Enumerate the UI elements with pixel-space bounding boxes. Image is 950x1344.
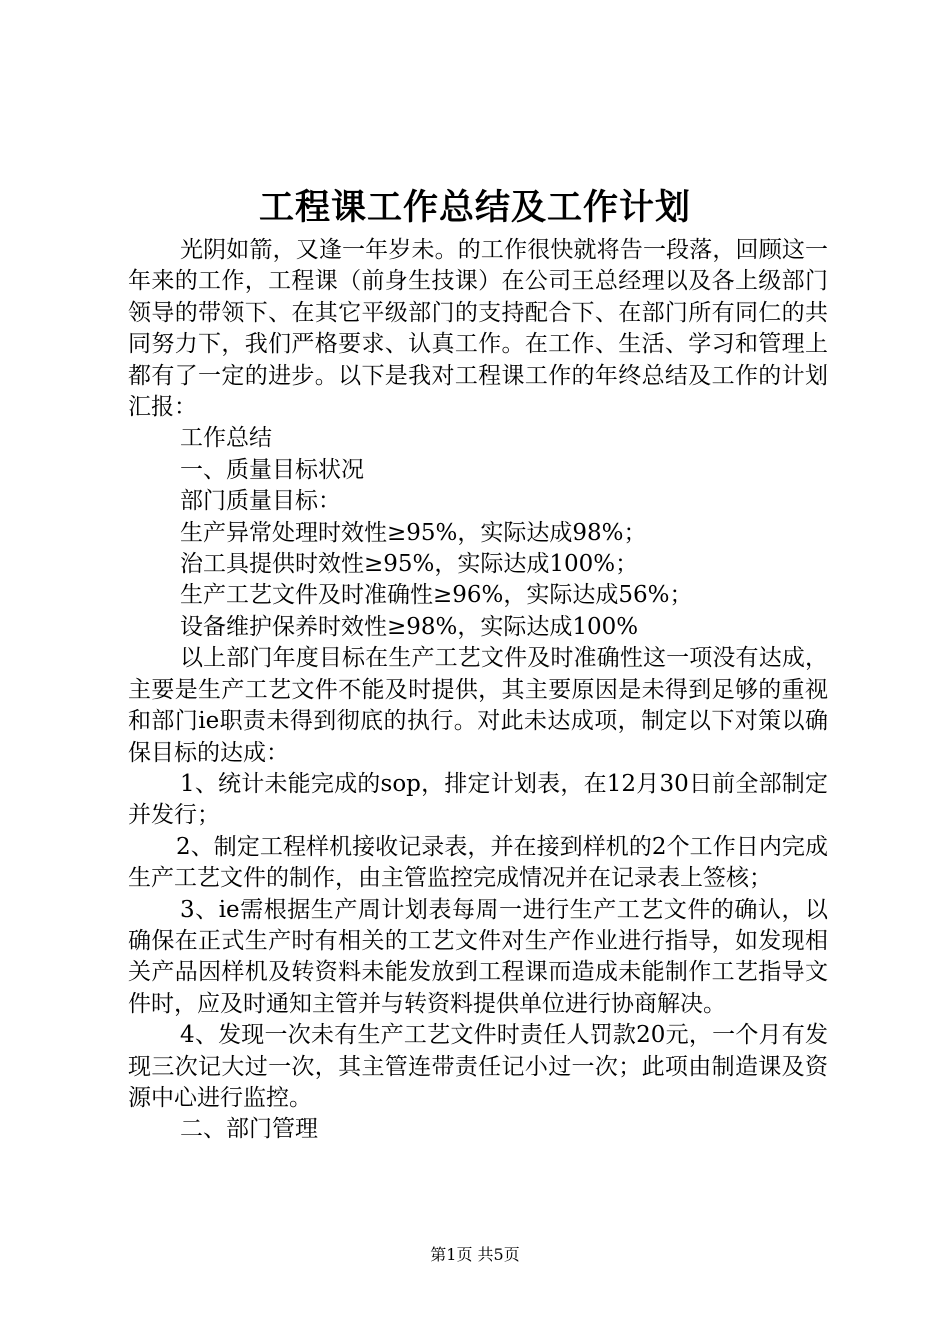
goal-item-4: 设备维护保养时效性≥98%，实际达成100%	[180, 613, 639, 640]
goal-item-2: 治工具提供时效性≥95%，实际达成100%；	[180, 551, 639, 578]
paragraph-analysis: 以上部门年度目标在生产工艺文件及时准确性这一项没有达成，主要是生产工艺文件不能及时提供，其主要原因是未得到足够的重视和部门ie职责未得到彻底的执行。对此未达成项，制定以下对策以确保目标的达成：	[128, 645, 828, 766]
document-body	[128, 235, 828, 1146]
label-department-goals: 部门质量目标：	[180, 488, 341, 515]
document-title: 工程课工作总结及工作计划	[258, 187, 691, 228]
paragraph-intro: 光阴如箭，又逢一年岁未。的工作很快就将告一段落，回顾这一年来的工作，工程课（前身生技课）在公司王总经理以及各上级部门领导的带领下、在其它平级部门的支持配合下、在部门所有同仁的共同努力下，我们严格要求、认真工作。在工作、生活、学习和管理上都有了一定的进步。以下是我对工程课工作的年终总结及工作的计划汇报：	[128, 237, 828, 421]
heading-work-summary: 工作总结	[180, 425, 272, 452]
heading-quality-goals: 一、质量目标状况	[180, 456, 364, 483]
goal-item-3: 生产工艺文件及时准确性≥96%，实际达成56%；	[180, 582, 693, 609]
heading-department-management: 二、部门管理	[180, 1116, 318, 1143]
goal-item-1: 生产异常处理时效性≥95%，实际达成98%；	[180, 519, 647, 546]
page-footer: 第1页 共5页	[430, 1245, 520, 1264]
measure-item-2: 2、制定工程样机接收记录表，并在接到样机的2个工作日内完成生产工艺文件的制作，由主管监控完成情况并在记录表上签核；	[128, 833, 828, 892]
measure-item-3: 3、ie需根据生产周计划表每周一进行生产工艺文件的确认，以确保在正式生产时有相关的工艺文件对生产作业进行指导，如发现相关产品因样机及转资料未能发放到工程课而造成未能制作工艺指导文件时，应及时通知主管并与转资料提供单位进行协商解决。	[128, 896, 828, 1017]
measure-item-1: 1、统计未能完成的sop，排定计划表，在12月30日前全部制定并发行；	[128, 770, 828, 829]
measure-item-4: 4、发现一次未有生产工艺文件时责任人罚款20元，一个月有发现三次记大过一次，其主管连带责任记小过一次；此项由制造课及资源中心进行监控。	[128, 1022, 828, 1111]
